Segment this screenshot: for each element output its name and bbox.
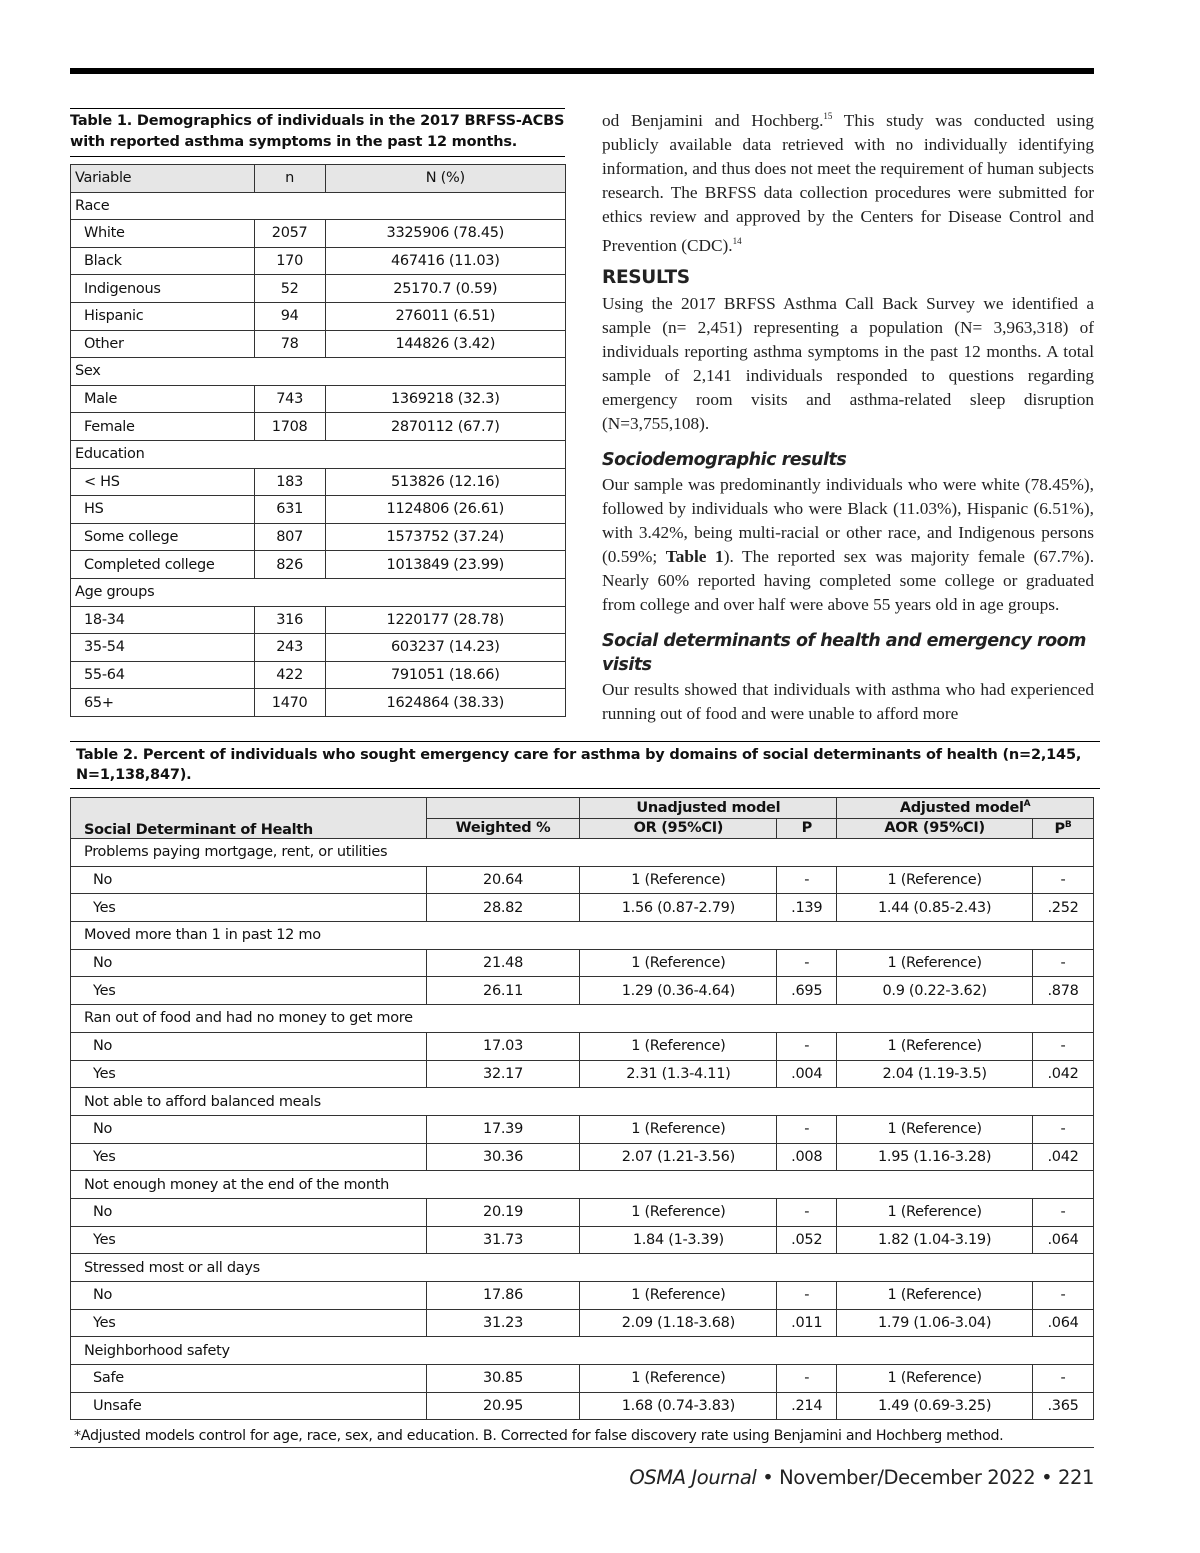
table-row (71, 922, 1094, 950)
table2-cell-p: - (777, 1115, 837, 1143)
table2-cell-weighted: 17.03 (426, 1032, 580, 1060)
table-row (71, 1088, 1094, 1116)
table1-cell-n: 170 (254, 247, 325, 275)
table2-cell-label: Yes (71, 1143, 427, 1171)
table1-cell-n: 1470 (254, 689, 325, 717)
table2-cell-pb: - (1033, 866, 1094, 894)
table2-cell-label: Yes (71, 894, 427, 922)
table2-group-label: Stressed most or all days (71, 1254, 1094, 1282)
table1-group-label: Race (71, 192, 566, 220)
table1-cell-n: 52 (254, 275, 325, 303)
table2-cell-label: Yes (71, 1309, 427, 1337)
table2-cell-pb: - (1033, 1198, 1094, 1226)
table2-header-weighted: Weighted % (426, 818, 580, 839)
table2-cell-or: 1 (Reference) (580, 1365, 777, 1393)
table-row (71, 839, 1094, 867)
table1-cell-label: 35-54 (71, 634, 255, 662)
table2-cell-aor: 1 (Reference) (837, 866, 1033, 894)
table1-header-variable: Variable (71, 165, 255, 193)
table1-group-label: Sex (71, 358, 566, 386)
table2-cell-aor: 1 (Reference) (837, 1032, 1033, 1060)
table1-caption: Table 1. Demographics of individuals in the 2017 BRFSS-ACBS with reported asthma symptoms in the past 12 months. (70, 108, 565, 157)
table1-cell-label: < HS (71, 468, 255, 496)
table2-cell-weighted: 30.85 (426, 1365, 580, 1393)
table-row (71, 1226, 1094, 1254)
table2-group-label: Moved more than 1 in past 12 mo (71, 922, 1094, 950)
table-row (71, 192, 566, 220)
table-row (71, 1254, 1094, 1282)
table-row (71, 496, 566, 524)
table2-cell-weighted: 21.48 (426, 949, 580, 977)
table1-cell-n: 631 (254, 496, 325, 524)
table2-cell-weighted: 30.36 (426, 1143, 580, 1171)
table-row (71, 247, 566, 275)
table2-cell-pb: - (1033, 1032, 1094, 1060)
table1-cell-label: White (71, 220, 255, 248)
table2-group-label: Not able to afford balanced meals (71, 1088, 1094, 1116)
table2-cell-p: .695 (777, 977, 837, 1005)
table2-cell-aor: 1 (Reference) (837, 1282, 1033, 1310)
table-row (71, 1171, 1094, 1199)
top-rule (70, 68, 1094, 74)
table2-header-adjusted: Adjusted model$^A$ (837, 798, 1094, 819)
table2-cell-weighted: 17.39 (426, 1115, 580, 1143)
table-row (71, 385, 566, 413)
table-row (71, 606, 566, 634)
table2-cell-p: .004 (777, 1060, 837, 1088)
table2-cell-p: - (777, 1365, 837, 1393)
table2-cell-label: Yes (71, 1060, 427, 1088)
table2-cell-label: No (71, 1198, 427, 1226)
table-row (71, 523, 566, 551)
right-column-text (602, 104, 1094, 726)
table-row (71, 220, 566, 248)
table2-cell-aor: 1 (Reference) (837, 949, 1033, 977)
table2 (70, 797, 1094, 1420)
table2-cell-or: 2.09 (1.18-3.68) (580, 1309, 777, 1337)
table-row (71, 977, 1094, 1005)
table2-cell-weighted: 20.64 (426, 866, 580, 894)
table1-cell-pct: 513826 (12.16) (325, 468, 565, 496)
table2-cell-aor: 1.49 (0.69-3.25) (837, 1392, 1033, 1420)
table1-cell-n: 826 (254, 551, 325, 579)
table2-cell-weighted: 31.23 (426, 1309, 580, 1337)
table1-cell-n: 2057 (254, 220, 325, 248)
table2-cell-pb: .042 (1033, 1060, 1094, 1088)
table2-cell-weighted: 31.73 (426, 1226, 580, 1254)
table2-footnote: *Adjusted models control for age, race, sex, and education. B. Corrected for false discovery rate using Benjamini and Hochberg method. (70, 1420, 1094, 1448)
table2-group-label: Ran out of food and had no money to get more (71, 1005, 1094, 1033)
table2-cell-pb: .064 (1033, 1226, 1094, 1254)
table-row (71, 1115, 1094, 1143)
table1 (70, 164, 566, 717)
table2-cell-label: Yes (71, 1226, 427, 1254)
table1-header-n: n (254, 165, 325, 193)
table2-cell-or: 1 (Reference) (580, 1115, 777, 1143)
table2-cell-weighted: 32.17 (426, 1060, 580, 1088)
intro-paragraph: od Benjamini and Hochberg.$^{15}$ This study was conducted using publicly available data retrieved with no individually identifying information, and thus does not meet the requirement of human subjects research. The BRFSS data collection procedures were submitted for ethics review and approved by the Centers for Disease Control and Prevention (CDC).$^{14}$ (602, 110, 1094, 255)
table1-cell-label: Male (71, 385, 255, 413)
table1-cell-label: Black (71, 247, 255, 275)
table2-cell-p: - (777, 949, 837, 977)
table2-cell-or: 1.56 (0.87-2.79) (580, 894, 777, 922)
table1-cell-label: Indigenous (71, 275, 255, 303)
table1-cell-label: Some college (71, 523, 255, 551)
table2-header-unadjusted: Unadjusted model (580, 798, 837, 819)
table-row (71, 866, 1094, 894)
table1-cell-n: 807 (254, 523, 325, 551)
table2-cell-p: - (777, 1282, 837, 1310)
table-row (71, 358, 566, 386)
table-row (71, 440, 566, 468)
sociodemographic-heading: Sociodemographic results (602, 449, 847, 470)
table2-cell-p: - (777, 1198, 837, 1226)
table1-cell-label: Other (71, 330, 255, 358)
table-row (71, 302, 566, 330)
table2-header-sdh: Social Determinant of Health (71, 798, 427, 839)
table2-header-aor: AOR (95%CI) (837, 818, 1033, 839)
table1-cell-pct: 1220177 (28.78) (325, 606, 565, 634)
table1-cell-pct: 603237 (14.23) (325, 634, 565, 662)
table-row (71, 1005, 1094, 1033)
table2-cell-weighted: 28.82 (426, 894, 580, 922)
page-footer: OSMA Journal • November/December 2022 • 221 (629, 1466, 1094, 1489)
table2-cell-p: .139 (777, 894, 837, 922)
table2-cell-or: 1 (Reference) (580, 1198, 777, 1226)
table1-cell-pct: 1013849 (23.99) (325, 551, 565, 579)
table2-group-label: Not enough money at the end of the month (71, 1171, 1094, 1199)
table-row (71, 1282, 1094, 1310)
table-row (71, 1143, 1094, 1171)
table2-cell-pb: .365 (1033, 1392, 1094, 1420)
table2-cell-aor: 1.79 (1.06-3.04) (837, 1309, 1033, 1337)
table-row (71, 578, 566, 606)
table1-cell-pct: 25170.7 (0.59) (325, 275, 565, 303)
table-row (71, 330, 566, 358)
table2-cell-label: No (71, 1282, 427, 1310)
table1-cell-n: 78 (254, 330, 325, 358)
table2-cell-or: 1 (Reference) (580, 866, 777, 894)
results-heading: RESULTS (602, 266, 690, 288)
table2-cell-weighted: 17.86 (426, 1282, 580, 1310)
table2-cell-or: 1 (Reference) (580, 1032, 777, 1060)
table-row (71, 1060, 1094, 1088)
table1-cell-pct: 144826 (3.42) (325, 330, 565, 358)
table-row (71, 1392, 1094, 1420)
table1-cell-pct: 1124806 (26.61) (325, 496, 565, 524)
table1-cell-label: Completed college (71, 551, 255, 579)
table2-cell-pb: - (1033, 949, 1094, 977)
table2-cell-label: Safe (71, 1365, 427, 1393)
table1-cell-pct: 1573752 (37.24) (325, 523, 565, 551)
table2-cell-label: Yes (71, 977, 427, 1005)
table1-cell-pct: 2870112 (67.7) (325, 413, 565, 441)
table-row (71, 689, 566, 717)
table1-cell-n: 316 (254, 606, 325, 634)
table-row (71, 551, 566, 579)
table1-cell-label: Hispanic (71, 302, 255, 330)
table2-cell-aor: 1.44 (0.85-2.43) (837, 894, 1033, 922)
table2-cell-or: 1 (Reference) (580, 1282, 777, 1310)
sdoh-heading: Social determinants of health and emergency room visits (602, 630, 1086, 675)
table-row (71, 1337, 1094, 1365)
table1-cell-label: HS (71, 496, 255, 524)
table2-cell-or: 1 (Reference) (580, 949, 777, 977)
table1-cell-label: 65+ (71, 689, 255, 717)
table2-cell-aor: 1.95 (1.16-3.28) (837, 1143, 1033, 1171)
table2-cell-label: No (71, 866, 427, 894)
table2-cell-p: - (777, 1032, 837, 1060)
table2-cell-p: .011 (777, 1309, 837, 1337)
table2-cell-or: 2.07 (1.21-3.56) (580, 1143, 777, 1171)
table1-cell-label: 18-34 (71, 606, 255, 634)
table2-cell-weighted: 26.11 (426, 977, 580, 1005)
table-row (71, 468, 566, 496)
table-row (71, 949, 1094, 977)
table-row (71, 661, 566, 689)
table-row (71, 1309, 1094, 1337)
table2-cell-label: No (71, 1032, 427, 1060)
table1-header-pct: N (%) (325, 165, 565, 193)
table2-cell-weighted: 20.19 (426, 1198, 580, 1226)
table-row (71, 634, 566, 662)
table2-cell-pb: .042 (1033, 1143, 1094, 1171)
table2-cell-or: 2.31 (1.3-4.11) (580, 1060, 777, 1088)
table2-group-label: Neighborhood safety (71, 1337, 1094, 1365)
table-row (71, 1198, 1094, 1226)
table2-cell-pb: - (1033, 1282, 1094, 1310)
table1-cell-n: 183 (254, 468, 325, 496)
table1-cell-pct: 1624864 (38.33) (325, 689, 565, 717)
table2-cell-p: .008 (777, 1143, 837, 1171)
table2-cell-aor: 1.82 (1.04-3.19) (837, 1226, 1033, 1254)
table1-group-label: Education (71, 440, 566, 468)
table1-cell-label: Female (71, 413, 255, 441)
table2-cell-aor: 1 (Reference) (837, 1115, 1033, 1143)
table2-caption: Table 2. Percent of individuals who sought emergency care for asthma by domains of social determinants of health (n=2,145, N=1,138,847). (70, 741, 1100, 789)
table1-cell-pct: 467416 (11.03) (325, 247, 565, 275)
table2-cell-or: 1.84 (1-3.39) (580, 1226, 777, 1254)
table2-header-pb: $P^B$ (1033, 818, 1094, 839)
table2-cell-p: - (777, 866, 837, 894)
table-row (71, 1365, 1094, 1393)
table1-cell-n: 422 (254, 661, 325, 689)
table2-cell-pb: .064 (1033, 1309, 1094, 1337)
table1-cell-pct: 1369218 (32.3) (325, 385, 565, 413)
table2-cell-pb: .252 (1033, 894, 1094, 922)
table2-header-p: P (777, 818, 837, 839)
table1-cell-n: 1708 (254, 413, 325, 441)
table2-header-or: OR (95%CI) (580, 818, 777, 839)
table1-cell-n: 743 (254, 385, 325, 413)
table1-cell-n: 243 (254, 634, 325, 662)
table2-cell-or: 1.68 (0.74-3.83) (580, 1392, 777, 1420)
table2-cell-pb: - (1033, 1115, 1094, 1143)
table1-cell-n: 94 (254, 302, 325, 330)
table2-cell-weighted: 20.95 (426, 1392, 580, 1420)
sdoh-paragraph: Our results showed that individuals with asthma who had experienced running out of food and were unable to afford more (602, 679, 1094, 723)
table2-cell-pb: .878 (1033, 977, 1094, 1005)
table2-cell-aor: 1 (Reference) (837, 1198, 1033, 1226)
table-row (71, 275, 566, 303)
table2-cell-p: .052 (777, 1226, 837, 1254)
table1-cell-pct: 791051 (18.66) (325, 661, 565, 689)
table1-cell-pct: 276011 (6.51) (325, 302, 565, 330)
results-paragraph: Using the 2017 BRFSS Asthma Call Back Survey we identified a sample (n= 2,451) representing a population (N= 3,963,318) of individuals reporting asthma symptoms in the past 12 months. A total sample of 2,141 individuals responded to questions regarding emergency room visits and asthma-related sleep disruption (N=3,755,108). (602, 293, 1094, 433)
table-row (71, 1032, 1094, 1060)
table2-cell-label: Unsafe (71, 1392, 427, 1420)
table1-cell-pct: 3325906 (78.45) (325, 220, 565, 248)
table2-cell-pb: - (1033, 1365, 1094, 1393)
table-row (71, 894, 1094, 922)
table2-cell-p: .214 (777, 1392, 837, 1420)
table2-cell-aor: 2.04 (1.19-3.5) (837, 1060, 1033, 1088)
sociodemographic-paragraph: Our sample was predominantly individuals who were white (78.45%), followed by individuals who were Black (11.03%), Hispanic (6.51%), with 3.42%, being multi-racial or other race, and Indigenous persons (0.59%; Table 1). The reported sex was majority female (67.7%). Nearly 60% reported having completed some college or graduated from college and over half were above 55 years old in age groups. (602, 474, 1095, 614)
table1-cell-label: 55-64 (71, 661, 255, 689)
table2-cell-or: 1.29 (0.36-4.64) (580, 977, 777, 1005)
table2-group-label: Problems paying mortgage, rent, or utilities (71, 839, 1094, 867)
table2-cell-aor: 1 (Reference) (837, 1365, 1033, 1393)
table-row (71, 413, 566, 441)
table2-cell-label: No (71, 949, 427, 977)
table2-cell-aor: 0.9 (0.22-3.62) (837, 977, 1033, 1005)
table2-cell-label: No (71, 1115, 427, 1143)
table1-group-label: Age groups (71, 578, 566, 606)
